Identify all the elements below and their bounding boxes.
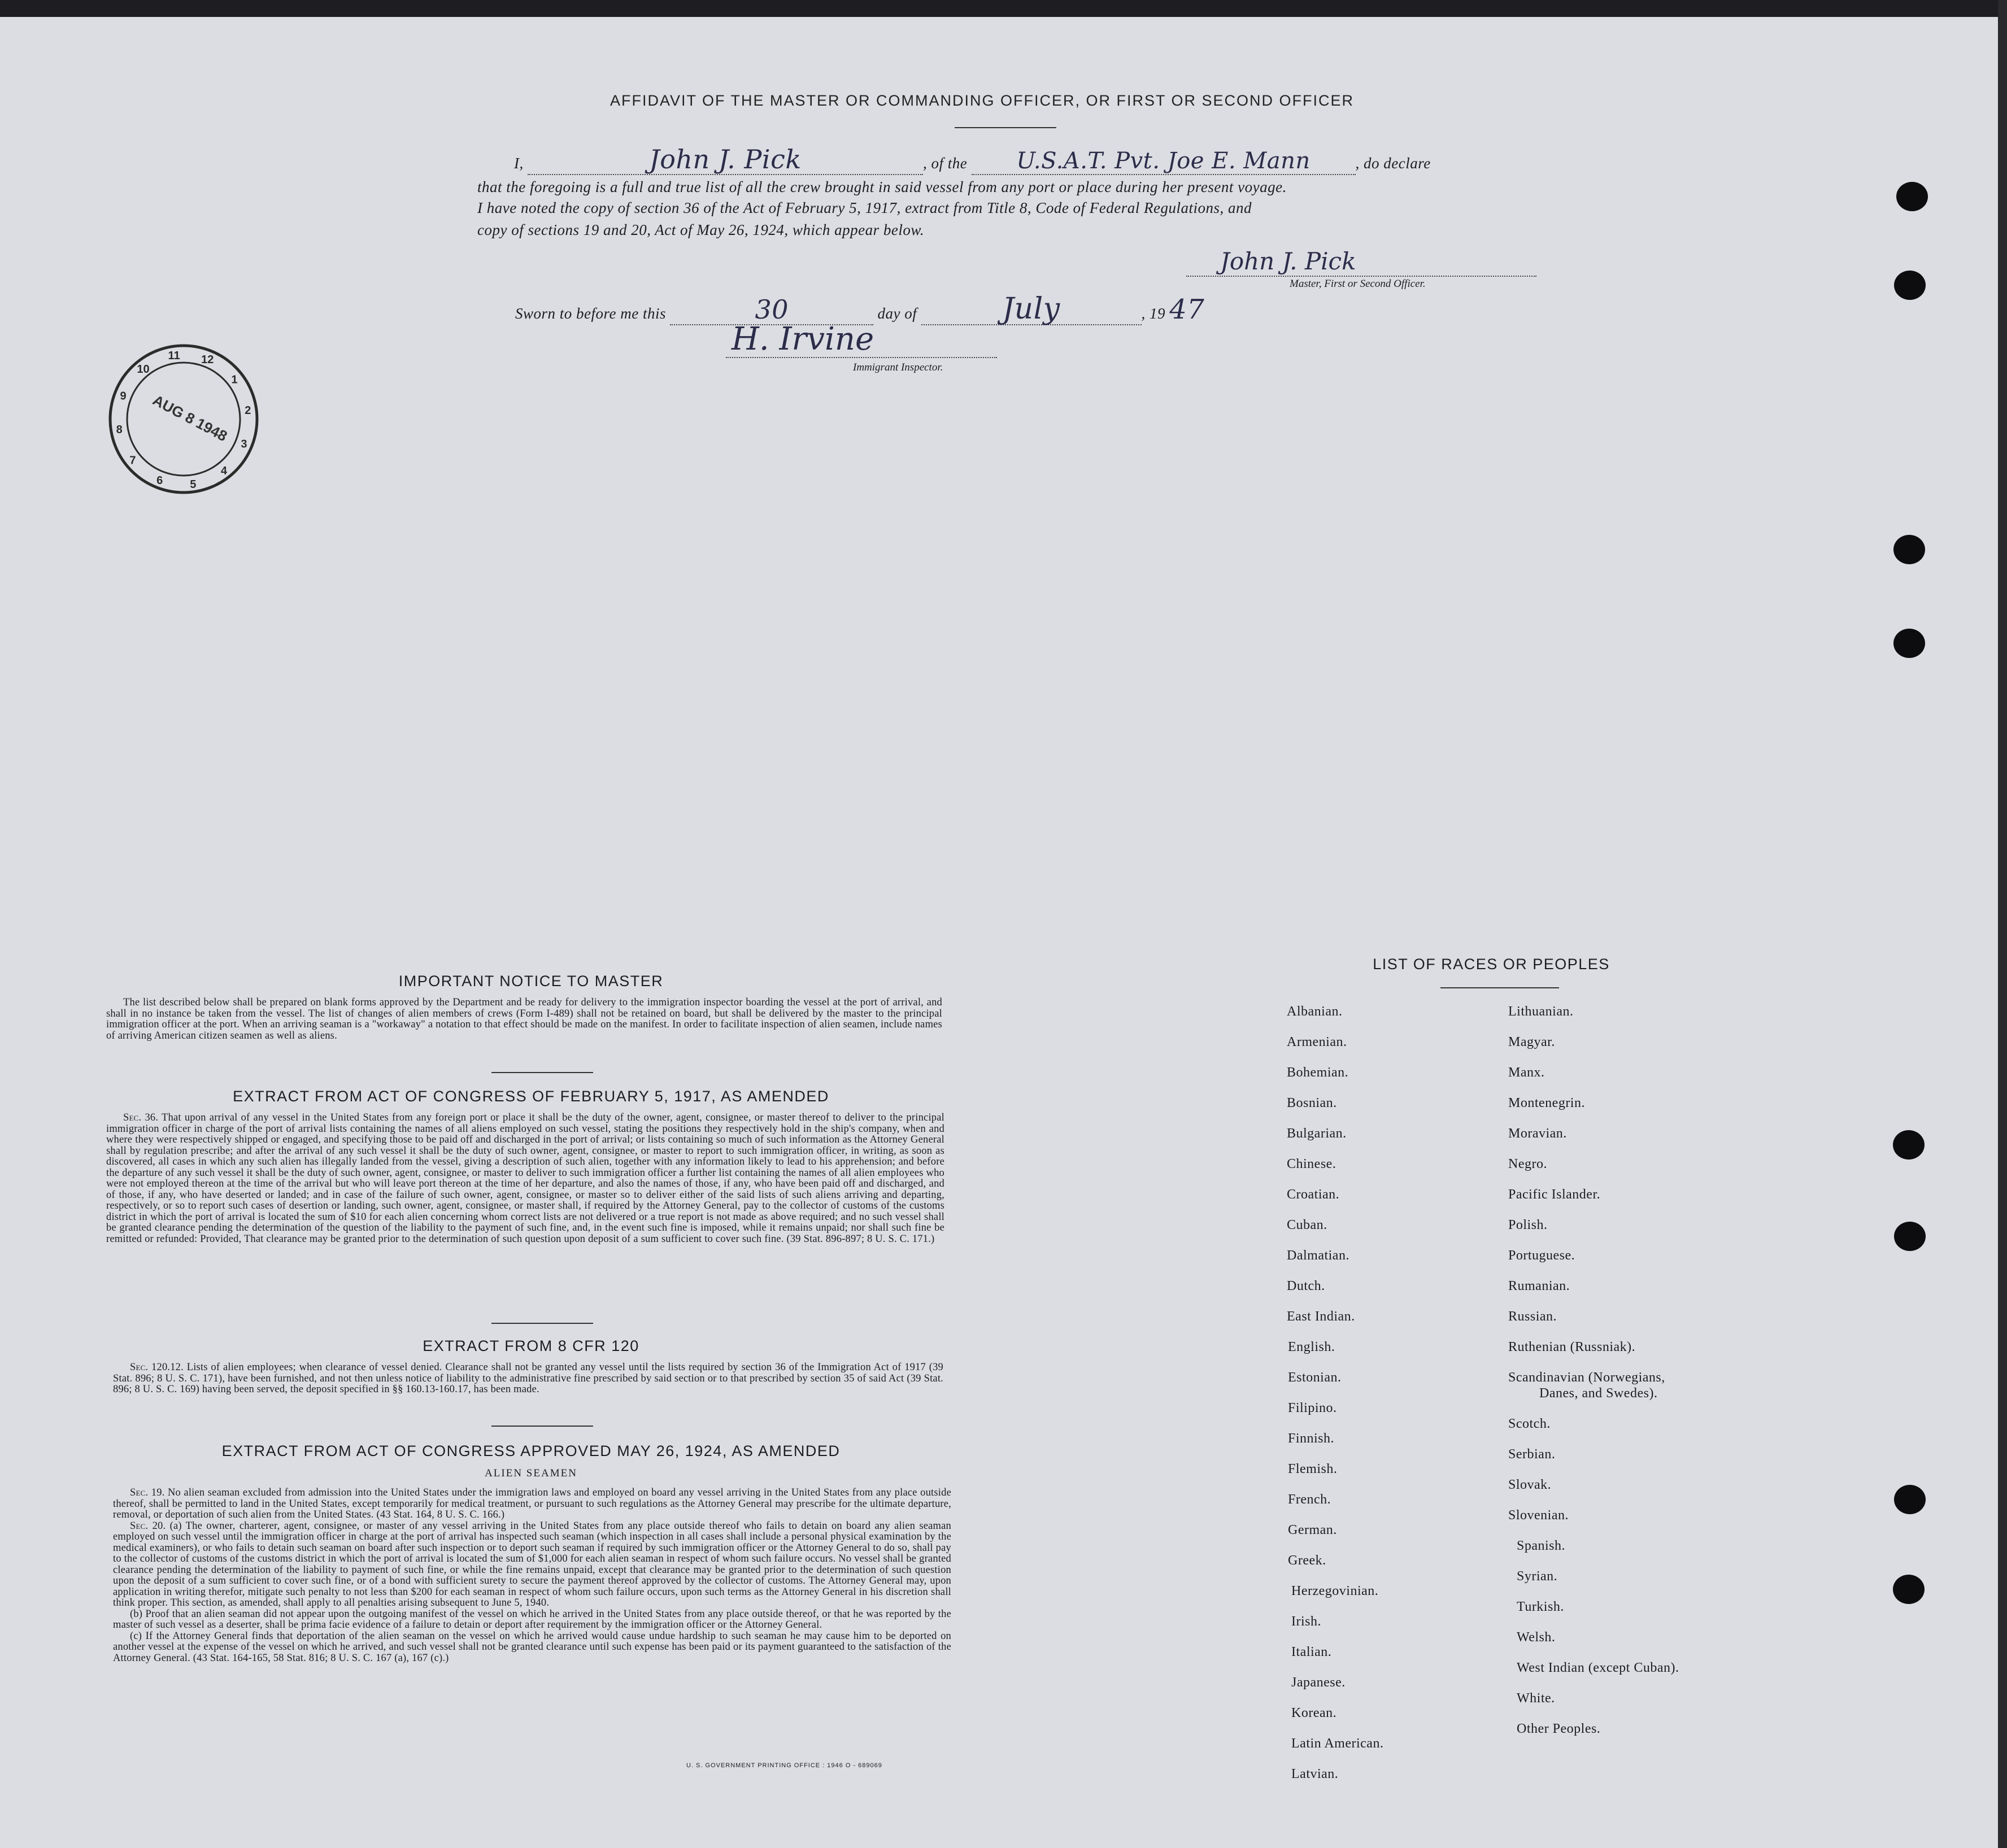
race-item: Flemish.	[1288, 1462, 1338, 1476]
race-item: Bosnian.	[1287, 1096, 1337, 1110]
race-item: Pacific Islander.	[1508, 1187, 1601, 1202]
race-item: Ruthenian (Russniak).	[1508, 1340, 1636, 1354]
punch-hole	[1894, 1222, 1926, 1251]
scan-top-edge	[0, 0, 2007, 17]
race-item: Lithuanian.	[1508, 1004, 1574, 1019]
race-item: Scandinavian (Norwegians,	[1508, 1370, 1665, 1385]
punch-hole	[1893, 1130, 1925, 1160]
race-item: Portuguese.	[1508, 1248, 1575, 1263]
sworn-month: July	[1002, 292, 1060, 326]
sworn-line: Sworn to before me this 30 day of July , 19 47	[515, 292, 1205, 326]
affidavit-line-3: I have noted the copy of section 36 of the Act of February 5, 1917, extract from Title 8, Code of Federal Regulations, and	[477, 199, 1252, 216]
race-item: Magyar.	[1508, 1035, 1555, 1049]
race-item: Greek.	[1288, 1553, 1326, 1568]
race-item: Dutch.	[1287, 1279, 1325, 1293]
race-item: French.	[1288, 1492, 1331, 1507]
race-item: Croatian.	[1287, 1187, 1340, 1202]
race-item: Japanese.	[1291, 1675, 1346, 1690]
extract-1917-text: Sec. 36. That upon arrival of any vessel in the United States from any foreign port or place it shall be the duty of the owner, agent, consignee, or master thereof to deliver to the principal immigration officer in charge of the port of arrival lists containing the names of all aliens employed on such vessel, stating the positions they respectively hold in the ship's company, when and where they were respectively shipped or engaged, and specifying those to be paid off and discharged in the port of arrival; or lists containing so much of such information as the Attorney General shall by regulation prescribe; and after the arrival of any such vessel it shall be the duty of such owner, agent, consignee, or master to report to such immigration officer, in writing, as soon as discovered, all cases in which any such alien has illegally landed from the vessel, giving a description of such alien, together with any information likely to lead to his apprehension; and before the departure of any such vessel it shall be the duty of such owner, agent, consignee, or master to deliver to such immigration officer a further list containing the names of all alien employees who were not employed thereon at the time of the arrival but who will leave port thereon at the time of her departure, and also the names of those, if any, who have been paid off and discharged, and of those, if any, who have deserted or landed; and in case of the failure of such owner, agent, consignee, or master so to deliver either of the said lists of such aliens arriving and departing, respectively, or so to report such cases of desertion or landing, such owner, agent, consignee, or master shall, if required by the Attorney General, pay to the collector of customs of the customs district in which the port of arrival is located the sum of $10 for each alien concerning whom correct lists are not delivered or a true report is not made as above required; and no such vessel shall be granted clearance pending the determination of the question of the liability to the payment of such fine, and, in the event such fine is imposed, while it remains unpaid; nor shall such fine be remitted or refunded: Provided, That clearance may be granted prior to the determination of such question upon deposit of a sum sufficient to cover such fine. (39 Stat. 896-897; 8 U. S. C. 171.)	[106, 1112, 944, 1245]
races-title-rule	[1440, 987, 1559, 988]
inspector-signature: H. Irvine	[732, 321, 874, 358]
race-item: Moravian.	[1508, 1126, 1567, 1141]
race-item: Other Peoples.	[1517, 1721, 1601, 1736]
stamp-ring-number: 7	[129, 454, 136, 467]
punch-hole	[1893, 629, 1925, 658]
master-name: John J. Pick	[649, 144, 802, 175]
notice-text: The list described below shall be prepared on blank forms approved by the Department and be ready for delivery to the immigration inspector boarding the vessel at the port of arrival, and shall in no instance be taken from the vessel. The list of changes of alien members of crews (Form I-489) shall not be retained on board, but shall be delivered by the master to the principal immigration officer at the port. When an arriving seaman is a "workaway" a notation to that effect should be made on the manifest. In order to facilitate inspection of alien seamen, include names of arriving American citizen seamen as well as aliens.	[106, 997, 942, 1041]
race-item: Finnish.	[1288, 1431, 1335, 1446]
race-item: Syrian.	[1517, 1569, 1558, 1584]
punch-hole	[1894, 271, 1926, 300]
affidavit-line-1: I, John J. Pick , of the U.S.A.T. Pvt. Joe E. Mann , do declare	[514, 144, 1431, 175]
inspector-signature-line	[726, 322, 997, 358]
race-item: Latvian.	[1291, 1767, 1339, 1781]
race-item: Welsh.	[1517, 1630, 1556, 1645]
printing-office-footer: U. S. GOVERNMENT PRINTING OFFICE : 1946 O - 689069	[686, 1762, 882, 1769]
affidavit-line-4: copy of sections 19 and 20, Act of May 26, 1924, which appear below.	[477, 221, 925, 238]
inspection-date-stamp	[90, 339, 280, 500]
title-rule	[955, 127, 1056, 128]
race-item: Latin American.	[1291, 1736, 1384, 1751]
stamp-ring-number: 9	[120, 390, 127, 403]
master-caption: Master, First or Second Officer.	[1290, 278, 1426, 290]
race-item: Spanish.	[1517, 1538, 1566, 1553]
race-item: Chinese.	[1287, 1157, 1336, 1171]
punch-hole	[1896, 182, 1928, 211]
race-item: Montenegrin.	[1508, 1096, 1585, 1110]
race-item: White.	[1517, 1691, 1555, 1706]
inspector-caption: Immigrant Inspector.	[853, 361, 943, 373]
punch-hole	[1894, 1485, 1926, 1514]
section-rule	[491, 1323, 593, 1324]
affidavit-title: AFFIDAVIT OF THE MASTER OR COMMANDING OFFICER, OR FIRST OR SECOND OFFICER	[610, 92, 1355, 109]
race-item: West Indian (except Cuban).	[1517, 1660, 1679, 1675]
sworn-year: 47	[1169, 294, 1205, 325]
vessel-name: U.S.A.T. Pvt. Joe E. Mann	[1016, 148, 1311, 174]
race-item: Italian.	[1291, 1645, 1332, 1659]
race-item: Filipino.	[1288, 1401, 1337, 1415]
section-rule	[491, 1426, 593, 1427]
extract-1917-title: EXTRACT FROM ACT OF CONGRESS OF FEBRUARY 5, 1917, AS AMENDED	[233, 1088, 829, 1105]
extract-1924-title: EXTRACT FROM ACT OF CONGRESS APPROVED MAY 26, 1924, AS AMENDED	[221, 1442, 841, 1459]
race-item: Slovenian.	[1508, 1508, 1569, 1523]
stamp-date: AUG 8 1948	[150, 391, 230, 445]
stamp-ring-number: 10	[137, 363, 150, 376]
race-item: Armenian.	[1287, 1035, 1347, 1049]
race-item: Irish.	[1291, 1614, 1321, 1629]
punch-hole	[1893, 535, 1925, 564]
master-signature: John J. Pick	[1220, 247, 1356, 275]
race-item: Herzegovinian.	[1291, 1584, 1379, 1598]
race-item: Korean.	[1291, 1706, 1337, 1720]
extract-1924-text: Sec. 19. No alien seaman excluded from admission into the United States under the immigration laws and employed on board any vessel arriving in the United States from any place outside thereof, shall be permitted to land in the United States, except temporarily for medical treatment, or pursuant to such regulations as the Attorney General may prescribe for the ultimate departure, removal, or deportation of such alien from the United States. (43 Stat. 164, 8 U. S. C. 166.) Sec. 20. (a) The owner, charterer, agent, consignee, or master of any vessel arriving in the United States from any place outside thereof who fails to detain on board any alien seaman employed on such vessel until the immigration officer in charge at the port of arrival has inspected such seaman (which inspection in all cases shall include a personal physical examination by the medical examiners), or who fails to detain such seaman on board after such inspection or to deport such seaman if required by such immigration officer or the Attorney General to do so, shall pay to the collector of customs of the customs district in which the port of arrival is located the sum of $1,000 for each alien seaman in respect of whom such failure occurs. No vessel shall be granted clearance pending the determination of the liability to payment of such fine, or while the fine remains unpaid, except that clearance may be granted prior to the determination of such question upon the deposit of a sum sufficient to cover such fine, or of a bond with sufficient surety to secure the payment thereof approved by the collector of customs. The Attorney General may, upon application in writing therefor, mitigate such penalty to not less than $200 for each seaman in respect of whom such failure occurs, upon such terms as the Attorney General in his discretion shall think proper. This section, as amended, shall apply to all penalties arising subsequent to June 5, 1940. (b) Proof that an alien seaman did not appear upon the outgoing manifest of the vessel on which he arrived in the United States from any place outside thereof, or that he was reported by the master of such vessel as a deserter, shall be prima facie evidence of a failure to detain or deport after requirement by the immigration officer or the Attorney General. (c) If the Attorney General finds that deportation of the alien seaman on the vessel on which he arrived would cause undue hardship to such seaman he may cause him to be deported on another vessel at the expense of the vessel on which he arrived, and such vessel shall not be granted clearance until such expense has been paid or its payment guaranteed to the satisfaction of the Attorney General. (43 Stat. 164-165, 58 Stat. 816; 8 U. S. C. 167 (a), 167 (c).)	[113, 1487, 951, 1664]
master-signature-line	[1186, 247, 1536, 277]
extract-cfr-title: EXTRACT FROM 8 CFR 120	[423, 1337, 639, 1354]
race-item: English.	[1288, 1340, 1335, 1354]
race-item: Rumanian.	[1508, 1279, 1570, 1293]
race-item: Danes, and Swedes).	[1539, 1386, 1658, 1401]
stamp-ring-number: 6	[156, 474, 163, 487]
race-item: Estonian.	[1288, 1370, 1342, 1385]
race-item: Turkish.	[1517, 1599, 1564, 1614]
sworn-day: 30	[755, 294, 789, 325]
race-item: Negro.	[1508, 1157, 1547, 1171]
race-item: German.	[1288, 1523, 1337, 1537]
punch-hole	[1893, 1575, 1925, 1604]
race-item: Russian.	[1508, 1309, 1557, 1324]
race-item: Manx.	[1508, 1065, 1545, 1080]
notice-title: IMPORTANT NOTICE TO MASTER	[398, 973, 664, 990]
stamp-ring-number: 12	[201, 354, 214, 367]
race-item: Albanian.	[1287, 1004, 1343, 1019]
stamp-ring-number: 11	[168, 350, 180, 363]
stamp-ring-number: 5	[190, 478, 197, 491]
stamp-ring-number: 1	[231, 373, 238, 386]
affidavit-line-2: that the foregoing is a full and true list of all the crew brought in said vessel from any port or place during her present voyage.	[477, 178, 1287, 195]
race-item: Serbian.	[1508, 1447, 1556, 1462]
race-item: East Indian.	[1287, 1309, 1355, 1324]
extract-cfr-text: Sec. 120.12. Lists of alien employees; when clearance of vessel denied. Clearance shall not be granted any vessel until the lists required by section 36 of the Immigration Act of 1917 (39 Stat. 896; 8 U. S. C. 171), have been furnished, and not then unless notice of liability to the administrative fine prescribed by said section or to that prescribed by section 35 of said Act (39 Stat. 896; 8 U. S. C. 169) having been served, the deposit specified in §§ 160.13-160.17, has been made.	[113, 1362, 943, 1395]
section-rule	[491, 1072, 593, 1073]
stamp-ring-number: 2	[245, 404, 251, 417]
race-item: Slovak.	[1508, 1477, 1552, 1492]
stamp-ring-number: 4	[220, 465, 228, 478]
race-item: Bulgarian.	[1287, 1126, 1347, 1141]
race-item: Scotch.	[1508, 1416, 1551, 1431]
race-item: Bohemian.	[1287, 1065, 1349, 1080]
race-item: Polish.	[1508, 1218, 1548, 1232]
race-item: Cuban.	[1287, 1218, 1327, 1232]
races-title: LIST OF RACES OR PEOPLES	[1373, 956, 1610, 973]
extract-1924-subtitle: ALIEN SEAMEN	[485, 1467, 577, 1479]
scan-right-edge	[1998, 0, 2007, 1848]
race-item: Dalmatian.	[1287, 1248, 1349, 1263]
stamp-ring-number: 8	[116, 423, 123, 436]
stamp-ring-number: 3	[241, 438, 247, 451]
